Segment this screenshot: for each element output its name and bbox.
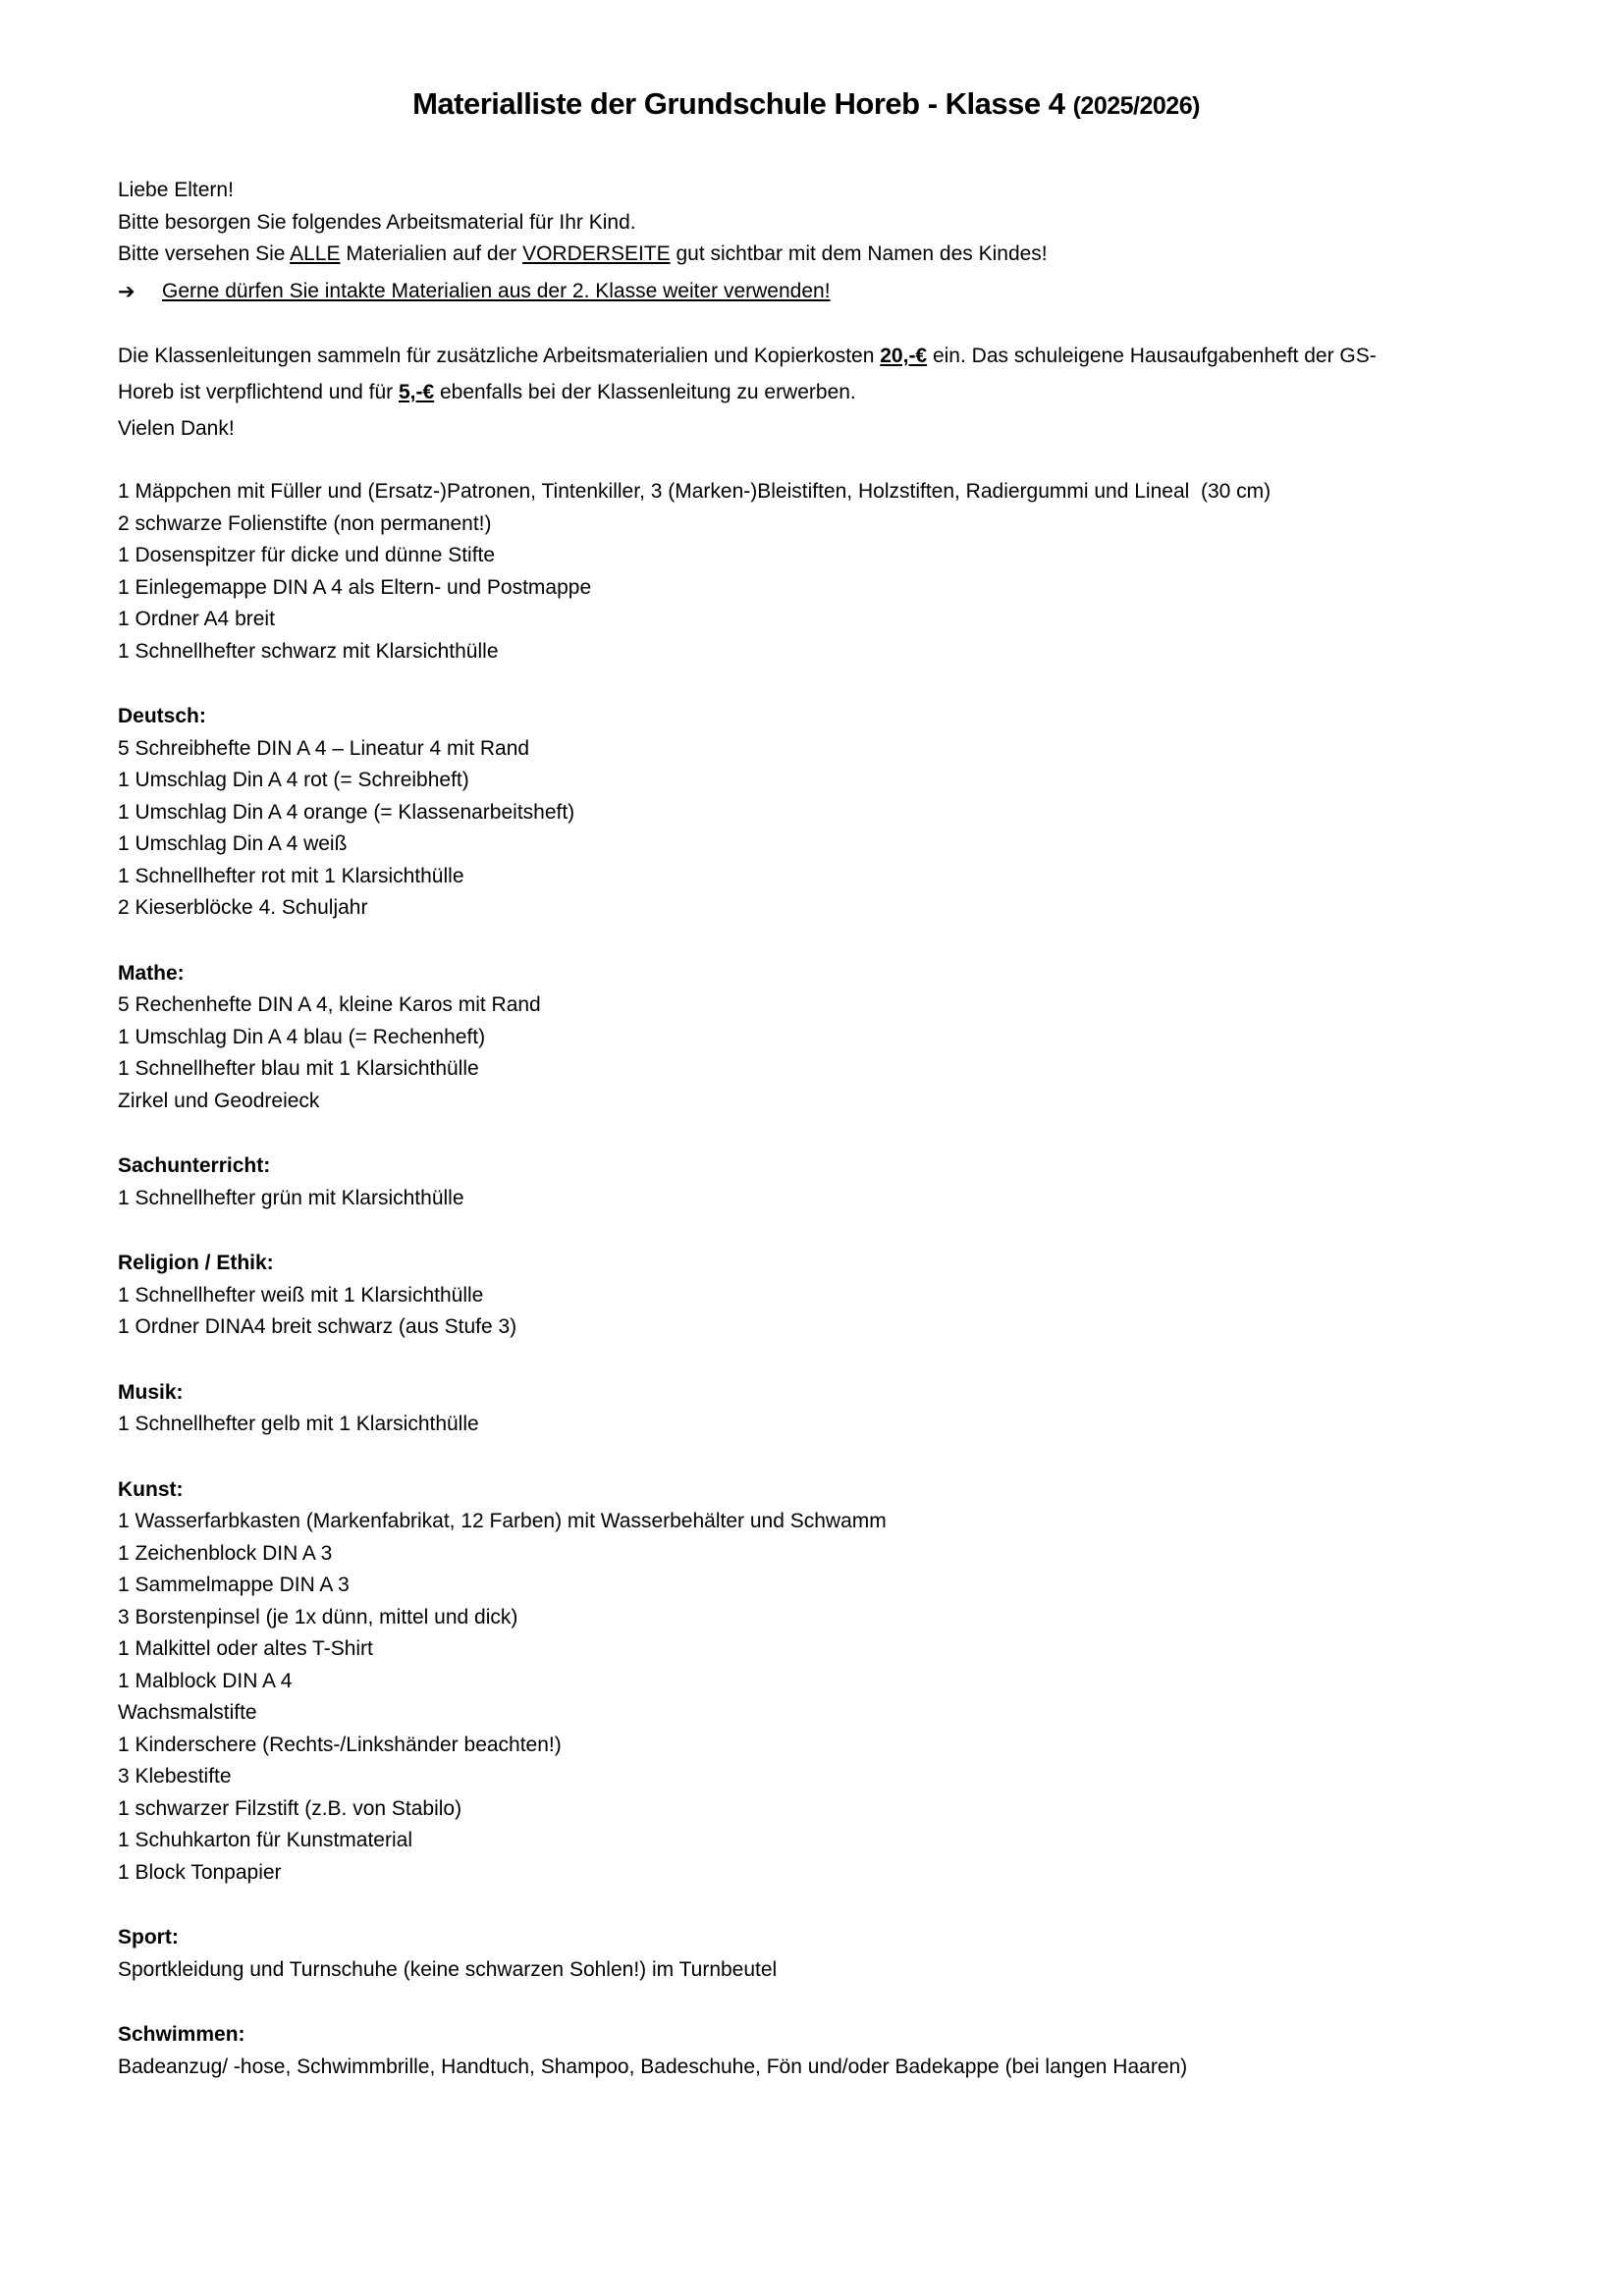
list-item: 2 Kieserblöcke 4. Schuljahr xyxy=(118,896,368,919)
list-item: 1 Umschlag Din A 4 orange (= Klassenarbeitsheft) xyxy=(118,800,575,824)
subject-section xyxy=(118,1150,1494,1214)
subject-section xyxy=(118,1248,1494,1344)
fee-text: Horeb ist verpflichtend und für xyxy=(118,381,399,403)
fee-paragraph xyxy=(118,338,1494,447)
fee-text: Die Klassenleitungen sammeln für zusätzliche Arbeitsmaterialien und Kopierkosten xyxy=(118,345,881,367)
section-items xyxy=(118,733,1494,925)
section-items xyxy=(118,1506,1494,1889)
page-title-year: (2025/2026) xyxy=(1072,92,1200,120)
section-items xyxy=(118,1954,1494,1987)
note-reuse-text: Gerne dürfen Sie intakte Materialien aus der 2. Klasse weiter verwenden! xyxy=(162,279,831,302)
subject-section xyxy=(118,958,1494,1118)
list-item: 1 Schnellhefter schwarz mit Klarsichthülle xyxy=(118,639,499,663)
list-item: 1 Zeichenblock DIN A 3 xyxy=(118,1541,333,1565)
fee-amount-20: 20,-€ xyxy=(880,345,928,367)
intro-paragraph xyxy=(118,175,1494,307)
section-items xyxy=(118,1183,1494,1215)
list-item: 1 Sammelmappe DIN A 3 xyxy=(118,1574,350,1596)
list-item: 1 Umschlag Din A 4 blau (= Rechenheft) xyxy=(118,1025,486,1048)
list-item: Sportkleidung und Turnschuhe (keine schwarzen Sohlen!) im Turnbeutel xyxy=(118,1957,778,1981)
section-heading: Kunst: xyxy=(118,1477,184,1501)
list-item: 1 Schnellhefter weiß mit 1 Klarsichthülle xyxy=(118,1283,484,1307)
fee-text: ebenfalls bei der Klassenleitung zu erwerben. xyxy=(434,381,856,403)
list-item: 1 Dosenspitzer für dicke und dünne Stifte xyxy=(118,544,496,566)
section-items xyxy=(118,2052,1494,2084)
page-title-text: Materialliste der Grundschule Horeb - Klasse 4 xyxy=(412,86,1065,121)
general-items-list xyxy=(118,476,1494,667)
page-title xyxy=(118,84,1494,126)
list-item: 1 Malkittel oder altes T-Shirt xyxy=(118,1637,373,1660)
section-items xyxy=(118,1280,1494,1344)
subject-section xyxy=(118,2019,1494,2083)
list-item: 1 Ordner A4 breit xyxy=(118,608,275,630)
subject-section xyxy=(118,701,1494,925)
list-item: 5 Rechenhefte DIN A 4, kleine Karos mit Rand xyxy=(118,993,541,1016)
note-reuse-materials xyxy=(118,276,1494,308)
subject-sections xyxy=(118,701,1494,2083)
list-item: 1 Umschlag Din A 4 rot (= Schreibheft) xyxy=(118,769,469,791)
list-item: 1 Schuhkarton für Kunstmaterial xyxy=(118,1829,412,1851)
intro-line3-underlined-alle: ALLE xyxy=(290,242,341,265)
list-item: 1 Umschlag Din A 4 weiß xyxy=(118,832,348,855)
list-item: 5 Schreibhefte DIN A 4 – Lineatur 4 mit Rand xyxy=(118,736,530,760)
intro-line-greeting: Liebe Eltern! xyxy=(118,179,234,201)
list-item: 1 Malblock DIN A 4 xyxy=(118,1669,293,1692)
section-heading: Schwimmen: xyxy=(118,2023,245,2046)
list-item: 1 Ordner DINA4 breit schwarz (aus Stufe 3) xyxy=(118,1315,517,1338)
list-item: 1 Kinderschere (Rechts-/Linkshänder beachten!) xyxy=(118,1733,562,1756)
subject-section xyxy=(118,1922,1494,1986)
fee-line-2 xyxy=(118,374,1494,410)
intro-line-labeling xyxy=(118,239,1494,271)
section-heading: Religion / Ethik: xyxy=(118,1252,274,1274)
list-item: Zirkel und Geodreieck xyxy=(118,1089,320,1112)
list-item: 3 Borstenpinsel (je 1x dünn, mittel und dick) xyxy=(118,1605,518,1629)
section-items xyxy=(118,1409,1494,1441)
intro-line-instruction: Bitte besorgen Sie folgendes Arbeitsmaterial für Ihr Kind. xyxy=(118,210,636,234)
intro-line3-part: Bitte versehen Sie xyxy=(118,242,291,265)
section-heading: Mathe: xyxy=(118,961,185,985)
fee-text: ein. Das schuleigene Hausaufgabenheft der GS- xyxy=(927,345,1377,367)
section-heading: Musik: xyxy=(118,1380,184,1404)
list-item: 1 Schnellhefter blau mit 1 Klarsichthülle xyxy=(118,1057,479,1080)
list-item: Badeanzug/ -hose, Schwimmbrille, Handtuch, Shampoo, Badeschuhe, Fön und/oder Badekappe (bei langen Haaren) xyxy=(118,2055,1188,2078)
list-item: 1 schwarzer Filzstift (z.B. von Stabilo) xyxy=(118,1796,462,1820)
intro-line3-underlined-vorderseite: VORDERSEITE xyxy=(522,242,671,265)
list-item: 1 Schnellhefter gelb mit 1 Klarsichthülle xyxy=(118,1413,479,1435)
list-item: 3 Klebestifte xyxy=(118,1765,232,1788)
list-item: 1 Block Tonpapier xyxy=(118,1860,282,1884)
subject-section xyxy=(118,1474,1494,1890)
list-item: 1 Einlegemappe DIN A 4 als Eltern- und Postmappe xyxy=(118,575,592,599)
list-item: 2 schwarze Folienstifte (non permanent!) xyxy=(118,511,492,535)
list-item: 1 Wasserfarbkasten (Markenfabrikat, 12 Farben) mit Wasserbehälter und Schwamm xyxy=(118,1510,887,1532)
section-heading: Sport: xyxy=(118,1926,179,1949)
list-item: 1 Schnellhefter grün mit Klarsichthülle xyxy=(118,1186,464,1209)
fee-amount-5: 5,-€ xyxy=(398,381,435,403)
list-item: 1 Mäppchen mit Füller und (Ersatz-)Patronen, Tintenkiller, 3 (Marken-)Bleistiften, Holzstiften, Radiergummi und Lineal (30 cm) xyxy=(118,480,1272,503)
list-item: 1 Schnellhefter rot mit 1 Klarsichthülle xyxy=(118,864,464,887)
intro-line3-part: Materialien auf der xyxy=(340,242,523,265)
intro-line3-part: gut sichtbar mit dem Namen des Kindes! xyxy=(670,242,1048,265)
arrow-right-icon: ➔ xyxy=(118,279,135,303)
list-item: Wachsmalstifte xyxy=(118,1701,257,1724)
section-heading: Sachunterricht: xyxy=(118,1154,271,1177)
subject-section xyxy=(118,1377,1494,1441)
section-heading: Deutsch: xyxy=(118,705,206,727)
thanks-line: Vielen Dank! xyxy=(118,417,235,440)
fee-line-1 xyxy=(118,338,1494,374)
section-items xyxy=(118,989,1494,1117)
